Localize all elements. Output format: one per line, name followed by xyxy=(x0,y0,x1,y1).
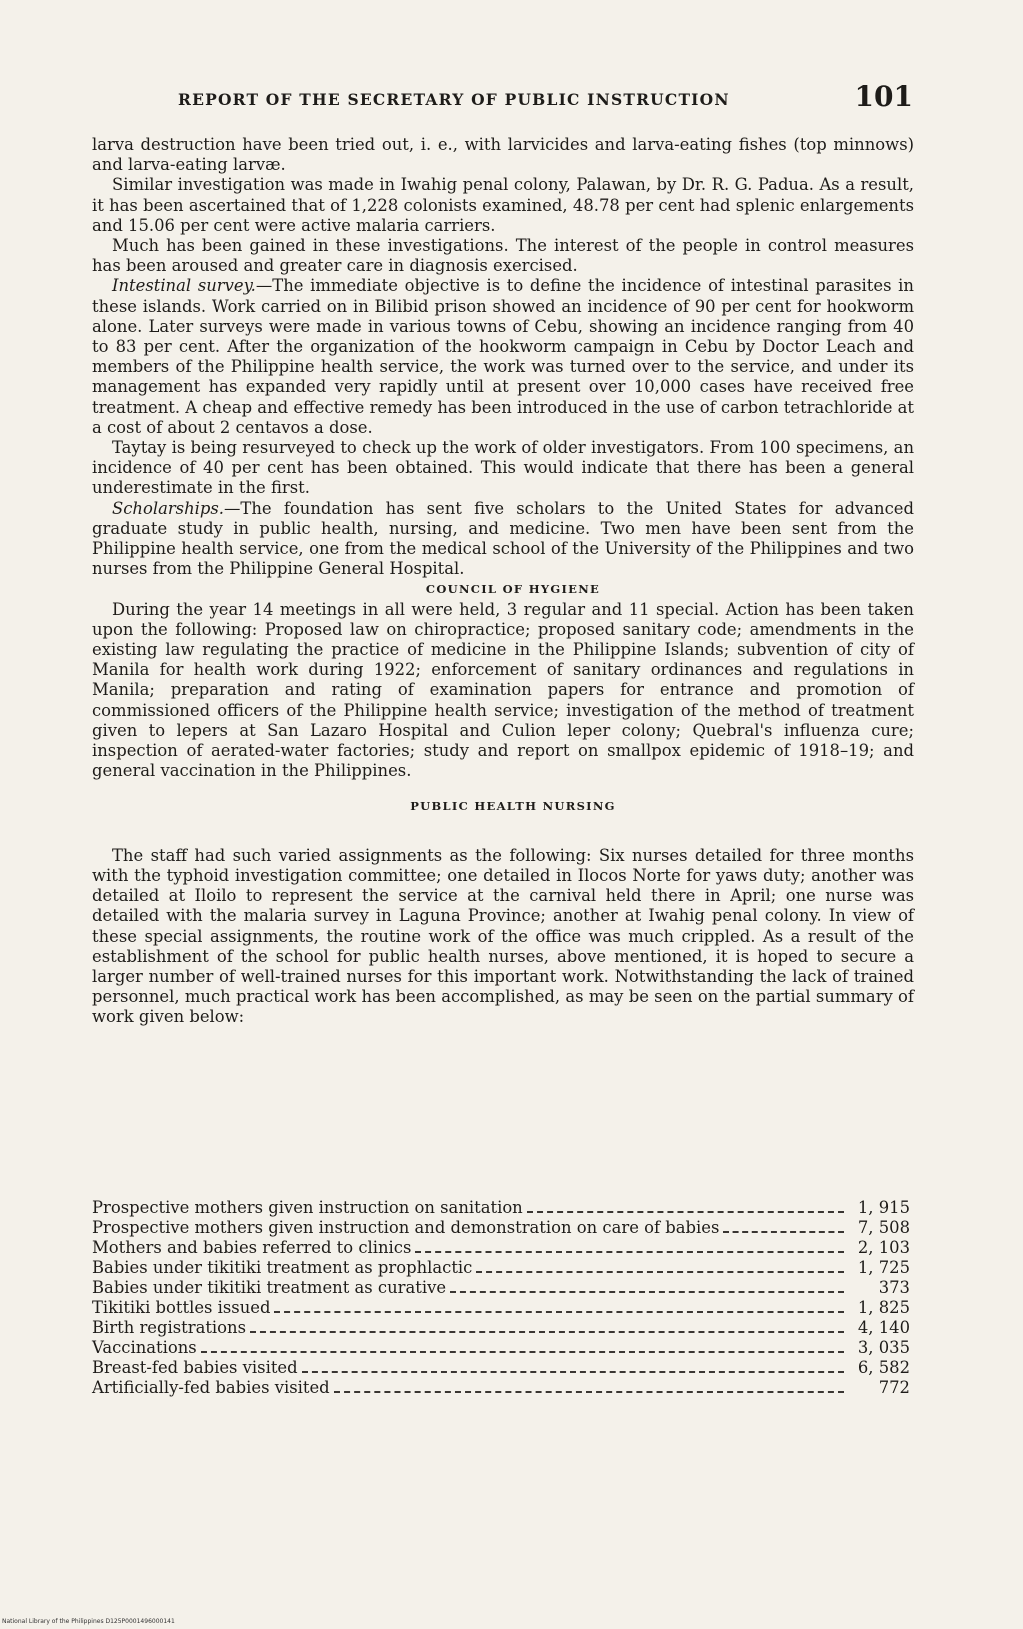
stat-value: 1, 725 xyxy=(857,1258,910,1277)
scholarships-lead: Scholarships. xyxy=(112,498,225,518)
stat-value: 1, 915 xyxy=(857,1198,910,1217)
body-text xyxy=(92,135,914,1028)
list-item xyxy=(92,1358,910,1378)
stat-value: 1, 825 xyxy=(857,1298,910,1317)
dot-leader xyxy=(527,1211,844,1213)
stat-value: 3, 035 xyxy=(857,1338,910,1357)
dot-leader xyxy=(450,1291,844,1293)
stat-label: Breast-fed babies visited xyxy=(92,1358,298,1377)
list-item xyxy=(92,1338,910,1358)
list-item xyxy=(92,1238,910,1258)
work-summary-list xyxy=(92,1198,910,1398)
stat-value: 4, 140 xyxy=(857,1318,910,1337)
stat-label: Prospective mothers given instruction on sanitation xyxy=(92,1198,523,1217)
scholarships-text: —The foundation has sent five scholars to the United States for advanced graduate study in public health, nursing, and medicine. Two men have been sent from the Philippine health service, one from the medical school of the University of the Philippines and two nurses from the Philippine General Hospital. xyxy=(92,498,914,579)
paragraph-nursing: The staff had such varied assignments as the following: Six nurses detailed for three months with the typhoid investigation committee; one detailed in Ilocos Norte for yaws duty; another was detailed at Iloilo to represent the service at the carnival held there in April; one nurse was detailed with the malaria survey in Laguna Province; another at Iwahig penal colony. In view of these special assignments, the routine work of the office was much crippled. As a result of the establishment of the school for public health nurses, above mentioned, it is hoped to secure a larger number of well-trained nurses for this important work. Notwithstanding the lack of trained personnel, much practical work has been accomplished, as may be seen on the partial summary of work given below: xyxy=(92,845,914,1027)
list-item xyxy=(92,1278,910,1298)
paragraph-council: During the year 14 meetings in all were held, 3 regular and 11 special. Action has been taken upon the following: Proposed law on chiropractice; proposed sanitary code; amendments in the existing law regulating the practice of medicine in the Philippine Islands; subvention of city of Manila for health work during 1922; enforcement of sanitary ordinances and regulations in Manila; preparation and rating of examination papers for entrance and promotion of commissioned officers of the Philippine health service; investigation of the method of treatment given to lepers at San Lazaro Hospital and Culion leper colony; Quebral's influenza cure; inspection of aerated-water factories; study and report on smallpox epidemic of 1918–19; and general vaccination in the Philippines. xyxy=(92,599,914,781)
nursing-heading: PUBLIC HEALTH NURSING xyxy=(410,798,616,813)
paragraph-scholarships xyxy=(92,499,914,580)
stat-label: Prospective mothers given instruction and demonstration on care of babies xyxy=(92,1218,720,1237)
dot-leader xyxy=(415,1251,844,1253)
dot-leader xyxy=(476,1271,844,1273)
intestinal-survey-text: —The immediate objective is to define the incidence of intestinal parasites in these islands. Work carried on in Bilibid prison showed an incidence of 90 per cent for hookworm alone. Later surveys were made in various towns of Cebu, showing an incidence ranging from 40 to 83 per cent. After the organization of the hookworm campaign in Cebu by Doctor Leach and members of the Philippine health service, the work was turned over to the service, and under its management has expanded very rapidly until at present over 10,000 cases have received free treatment. A cheap and effective remedy has been introduced in the use of carbon tetrachloride at a cost of about 2 centavos a dose. xyxy=(92,276,914,437)
list-item xyxy=(92,1218,910,1238)
running-title: REPORT OF THE SECRETARY OF PUBLIC INSTRUCTION xyxy=(178,90,730,109)
paragraph-investigations: Much has been gained in these investigations. The interest of the people in control measures has been aroused and greater care in diagnosis exercised. xyxy=(92,236,914,276)
stat-value: 2, 103 xyxy=(857,1238,910,1257)
dot-leader xyxy=(723,1231,844,1233)
list-item xyxy=(92,1318,910,1338)
stat-value: 373 xyxy=(878,1278,910,1297)
list-item xyxy=(92,1378,910,1398)
paragraph-larva: larva destruction have been tried out, i. e., with larvicides and larva-eating fishes (top minnows) and larva-eating larvæ. xyxy=(92,135,914,175)
council-heading: COUNCIL OF HYGIENE xyxy=(425,582,601,597)
dot-leader xyxy=(274,1311,844,1313)
stat-label: Vaccinations xyxy=(92,1338,197,1357)
dot-leader xyxy=(334,1391,844,1393)
stat-value: 7, 508 xyxy=(857,1218,910,1237)
list-item xyxy=(92,1198,910,1218)
stat-value: 6, 582 xyxy=(857,1358,910,1377)
stat-label: Tikitiki bottles issued xyxy=(92,1298,271,1317)
dot-leader xyxy=(302,1371,844,1373)
dot-leader xyxy=(201,1351,844,1353)
paragraph-taytay: Taytay is being resurveyed to check up the work of older investigators. From 100 specimens, an incidence of 40 per cent has been obtained. This would indicate that there has been a general underestimate in the first. xyxy=(92,438,914,498)
page-number: 101 xyxy=(854,80,913,113)
stat-label: Artificially-fed babies visited xyxy=(92,1378,330,1397)
stat-label: Babies under tikitiki treatment as curative xyxy=(92,1278,447,1297)
stat-label: Mothers and babies referred to clinics xyxy=(92,1238,412,1257)
archive-footer-note: National Library of the Philippines D125P0001496000141 xyxy=(2,1618,175,1625)
paragraph-intestinal-survey xyxy=(92,276,914,438)
running-header xyxy=(160,80,913,120)
dot-leader xyxy=(250,1331,844,1333)
list-item xyxy=(92,1298,910,1318)
stat-label: Birth registrations xyxy=(92,1318,247,1337)
stat-label: Babies under tikitiki treatment as prophlactic xyxy=(92,1258,473,1277)
intestinal-survey-lead: Intestinal survey. xyxy=(112,276,256,296)
list-item xyxy=(92,1258,910,1278)
paragraph-iwahig: Similar investigation was made in Iwahig penal colony, Palawan, by Dr. R. G. Padua. As a result, it has been ascertained that of 1,228 colonists examined, 48.78 per cent had splenic enlargements and 15.06 per cent were active malaria carriers. xyxy=(92,175,914,235)
stat-value: 772 xyxy=(878,1378,910,1397)
